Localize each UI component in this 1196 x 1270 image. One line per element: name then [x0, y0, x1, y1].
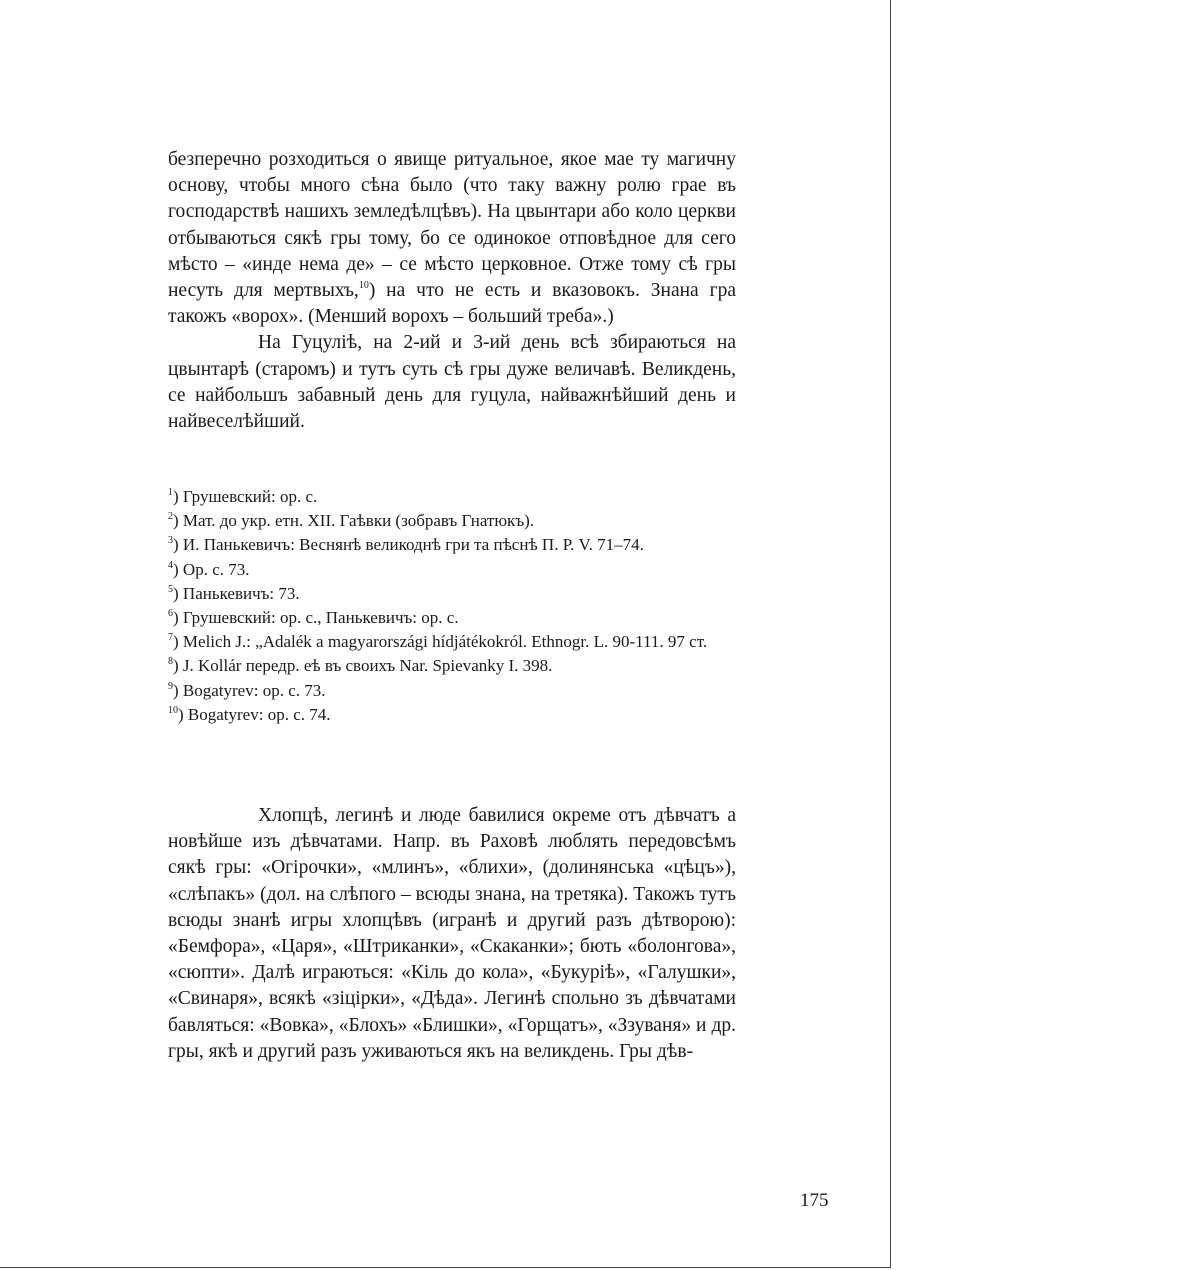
footnote-number: 4 [168, 559, 173, 571]
paragraph-1 [168, 147, 736, 330]
footnote-number: 10 [168, 704, 178, 716]
footnote-reference: 10 [358, 280, 369, 292]
footnote-text: ) И. Панькевичъ: Веснянѣ великоднѣ гри та пѣснѣ П. Р. V. 71–74. [173, 535, 644, 555]
paragraph-1-text: безперечно розходиться о явище ритуальное, якое мае ту магичну основу, чтобы много сѣна было (что таку важну ролю грае въ господарствѣ нашихъ земледѣлцѣвъ). На цвынтари або коло церкви отбываються сякѣ гры тому, бо се одинокое отповѣдное для сего мѣсто – «инде нема де» – се мѣсто церковное. Отже тому сѣ гры несуть для мертвыхъ, [168, 149, 736, 302]
footnote [168, 558, 738, 582]
footnote-number: 5 [168, 583, 173, 595]
main-text-bottom [168, 803, 736, 1065]
footnote [168, 582, 738, 606]
footnote-text: ) Панькевичъ: 73. [173, 583, 300, 603]
footnote [168, 606, 738, 630]
footnote-text: ) J. Kollár передр. еѣ въ своихъ Nar. Spievanky I. 398. [173, 656, 553, 676]
footnote-text: ) Bogatyrev: op. c. 74. [178, 704, 331, 724]
footnote-number: 3 [168, 535, 173, 547]
footnote-text: ) Грушевский: op. c., Панькевичъ: op. c. [173, 608, 459, 628]
footnote-text: ) Op. c. 73. [173, 559, 250, 579]
footnote-number: 8 [168, 656, 173, 668]
paragraph-1-continuation: ) на что не есть и вказовокъ. Знана гра такожъ «ворох». (Менший ворохъ – больший треба».) [168, 280, 736, 328]
footnote [168, 654, 738, 678]
footnote-text: ) Грушевский: op. c. [173, 487, 318, 506]
footnote-number: 2 [168, 511, 173, 523]
main-text-top [168, 147, 736, 435]
footnote [168, 509, 738, 533]
footnote-text: ) Melich J.: „Adalék a magyarországi hídjátékokról. Ethnogr. L. 90-111. 97 ст. [173, 632, 708, 652]
footnote [168, 703, 738, 727]
footnotes-block [168, 485, 738, 727]
page-number: 175 [800, 1190, 829, 1211]
footnote-number: 7 [168, 632, 173, 644]
footnote [168, 630, 738, 654]
footnote-number: 1 [168, 487, 173, 498]
footnote-text: ) Мат. до укр. етн. XII. Гаѣвки (зобравъ Гнатюкъ). [173, 511, 535, 531]
footnote [168, 679, 738, 703]
footnote [168, 485, 738, 509]
footnote-number: 6 [168, 608, 173, 620]
footnote-text: ) Bogatyrev: op. c. 73. [173, 680, 326, 700]
footnote [168, 533, 738, 557]
footnote-number: 9 [168, 680, 173, 692]
paragraph-3: Хлопцѣ, легинѣ и люде бавилися окреме отъ дѣвчатъ а новѣйше изъ дѣвчатами. Напр. въ Раховѣ люблять передовсѣмъ сякѣ гры: «Огiрочки», «млинъ», «блихи», (долинянська «цѣцъ»), «слѣпакъ» (дол. на слѣпого – всюды знана, на третяка). Такожъ тутъ всюды знанѣ игры хлопцѣвъ (игранѣ и другий разъ дѣтворою): «Бемфора», «Царя», «Штриканки», «Скаканки»; бють «болонгова», «сюпти». Далѣ играються: «Кiль до кола», «Букурiѣ», «Галушки», «Свинаря», всякѣ «зiцiрки», «Дѣда». Легинѣ спольно зъ дѣвчатами бавляться: «Вовка», «Блохъ» «Блишки», «Горщатъ», «Ззуваня» и др. гры, якѣ и другий разъ уживаються якъ на великдень. Гры дѣв- [168, 805, 736, 1062]
paragraph-2: На Гуцулiѣ, на 2-ий и 3-ий день всѣ збираються на цвынтарѣ (старомъ) и тутъ суть сѣ гры дуже величавѣ. Великдень, се найбольшъ забавный день для гуцула, найважнѣйший день и найвеселѣйший. [168, 332, 736, 433]
